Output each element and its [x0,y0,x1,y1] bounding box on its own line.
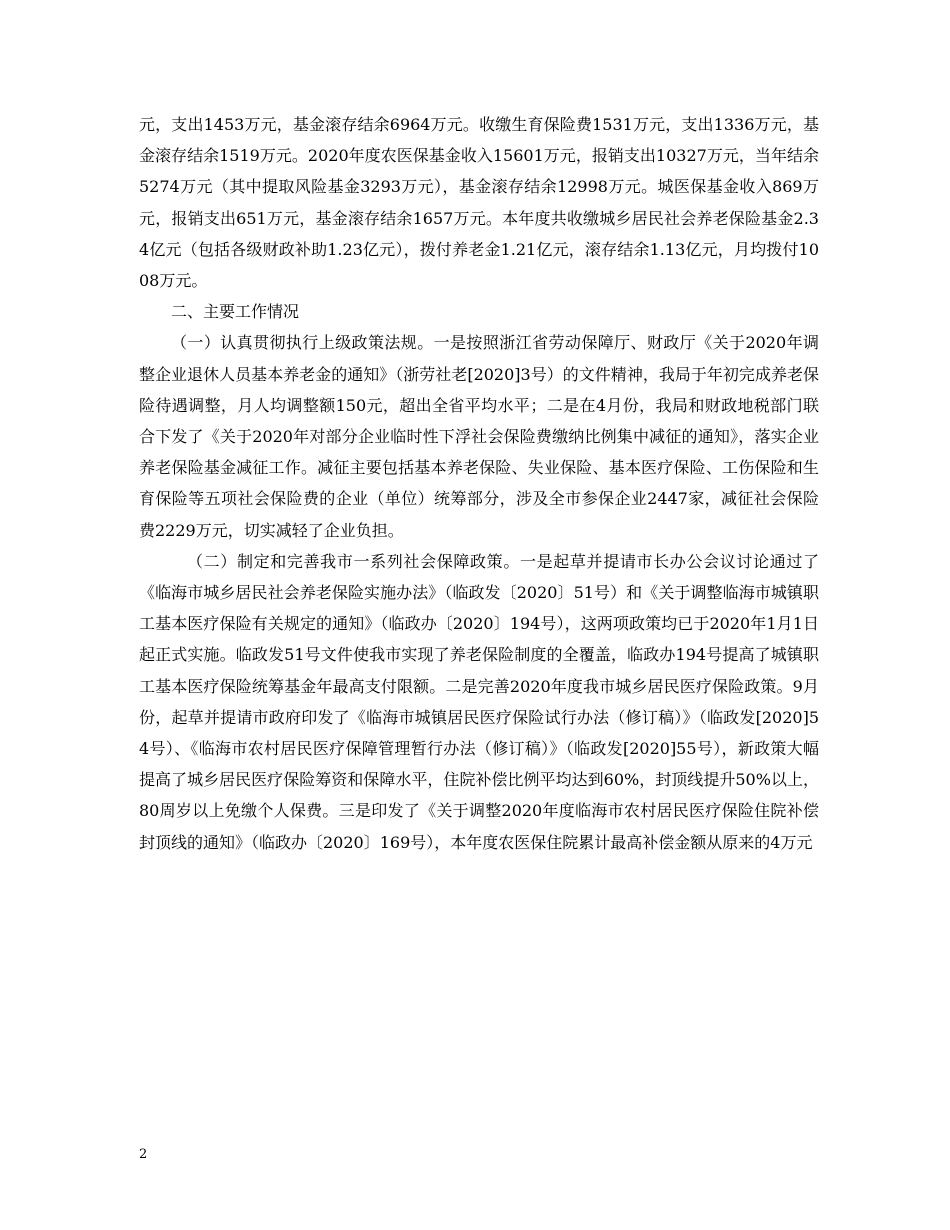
section-heading-main-work: 二、主要工作情况 [171,302,300,322]
page-number: 2 [139,1147,148,1162]
paragraph-policy-implementation: （一）认真贯彻执行上级政策法规。一是按照浙江省劳动保障厅、财政厅《关于2020年调整企业退休人员基本养老金的通知》（浙劳社老[2020]3号）的文件精神，我局于年初完成养老保险待遇调整，月人均调整额150元，超出全省平均水平；二是在4月份，我局和财政地税部门联合下发了《关于2020年对部分企业临时性下浮社会保险费缴纳比例集中减征的通知》，落实企业养老保险基金减征工作。减征主要包括基本养老保险、失业保险、基本医疗保险、工伤保险和生育保险等五项社会保险费的企业（单位）统筹部分，涉及全市参保企业2447家，减征社会保险费2229万元，切实减轻了企业负担。 [139,333,819,540]
document-body [139,109,819,858]
paragraph-policy-development: （二）制定和完善我市一系列社会保障政策。一是起草并提请市长办公会议讨论通过了《临海市城乡居民社会养老保险实施办法》（临政发〔2020〕51号）和《关于调整临海市城镇职工基本医疗保险有关规定的通知》（临政办〔2020〕194号），这两项政策均已于2020年1月1日起正式实施。临政发51号文件使我市实现了养老保险制度的全覆盖，临政办194号提高了城镇职工基本医疗保险统筹基金年最高支付限额。二是完善2020年度我市城乡居民医疗保险政策。9月份，起草并提请市政府印发了《临海市城镇居民医疗保险试行办法（修订稿）》（临政发[2020]54号）、《临海市农村居民医疗保障管理暂行办法（修订稿）》（临政发[2020]55号），新政策大幅提高了城乡居民医疗保险筹资和保障水平，住院补偿比例平均达到60%，封顶线提升50%以上，80周岁以上免缴个人保费。三是印发了《关于调整2020年度临海市农村居民医疗保险住院补偿封顶线的通知》（临政办〔2020〕169号），本年度农医保住院累计最高补偿金额从原来的4万元 [139,551,819,852]
paragraph-fund-summary: 元，支出1453万元，基金滚存结余6964万元。收缴生育保险费1531万元，支出1336万元，基金滚存结余1519万元。2020年度农医保基金收入15601万元，报销支出10327万元，当年结余5274万元（其中提取风险基金3293万元），基金滚存结余12998万元。城医保基金收入869万元，报销支出651万元，基金滚存结余1657万元。本年度共收缴城乡居民社会养老保险基金2.34亿元（包括各级财政补助1.23亿元），拨付养老金1.21亿元，滚存结余1.13亿元，月均拨付1008万元。 [139,115,819,291]
